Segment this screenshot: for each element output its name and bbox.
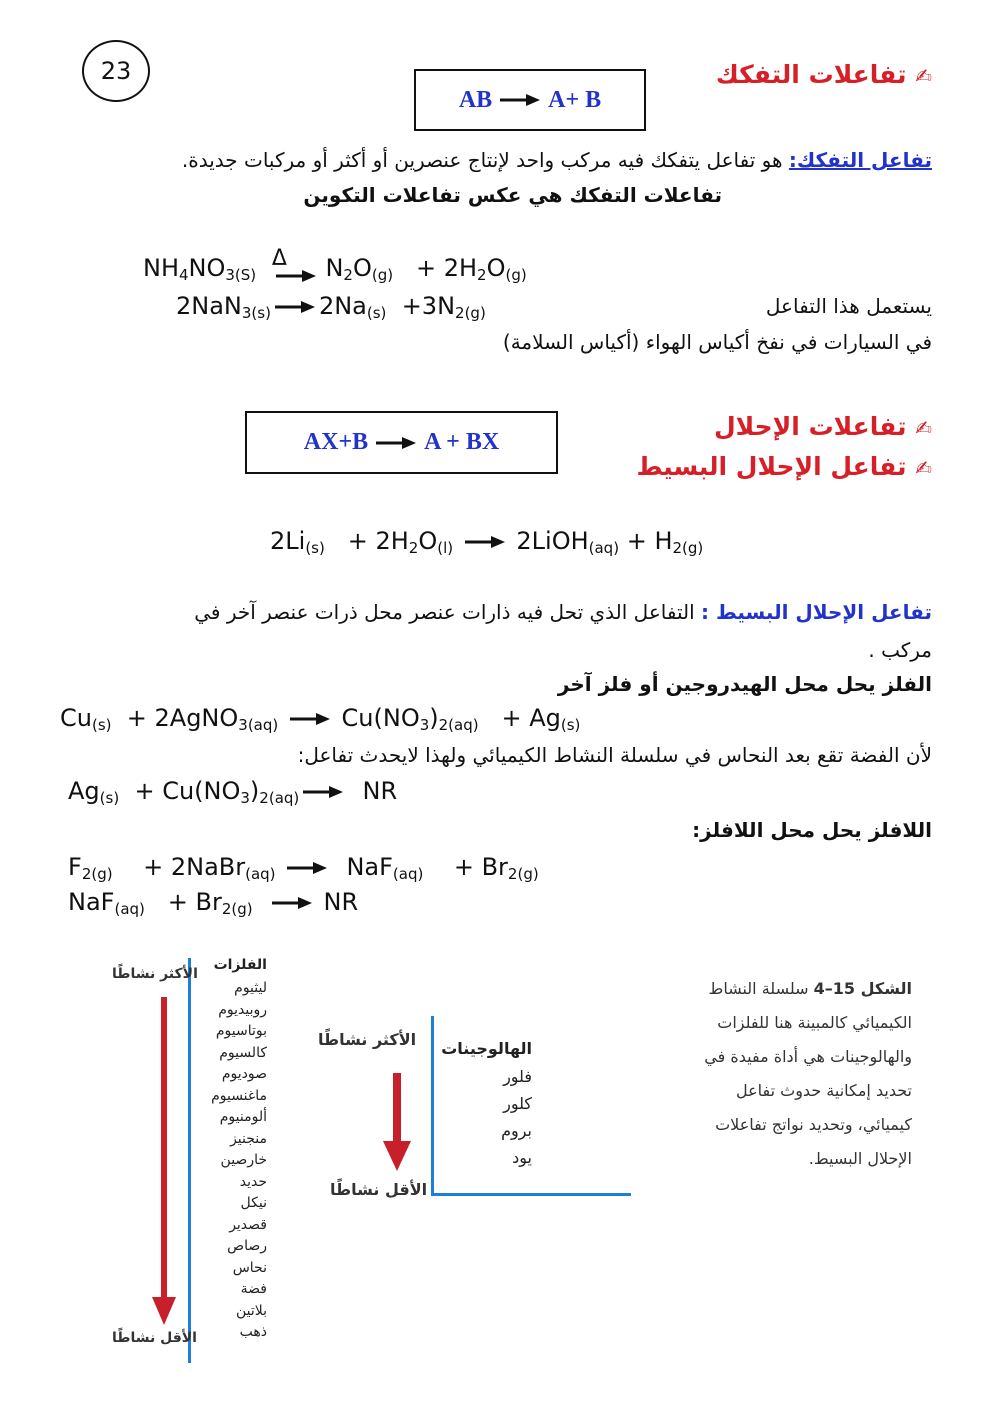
definition-text: التفاعل الذي تحل فيه ذارات عنصر محل ذرات عنصر آخر في xyxy=(194,600,695,624)
arrow-icon xyxy=(272,896,312,910)
halogens-activity-arrow xyxy=(382,1073,412,1173)
caption-number: الشكل 15–4 xyxy=(813,979,912,998)
arrow-icon xyxy=(274,269,318,283)
metal-item: خارصين xyxy=(220,1152,267,1168)
arrow-icon xyxy=(287,861,327,875)
single-replacement-definition xyxy=(102,600,932,624)
silver-no-reaction-equation: $Ag_{(s)} + Cu(NO_3)_{2(aq)}$ NR xyxy=(68,777,398,807)
metal-item: قصدير xyxy=(229,1216,267,1233)
decomposition-definition xyxy=(92,148,932,172)
replacement-title-text: تفاعلات الإحلال xyxy=(713,412,907,441)
caption-line: كيميائي، وتحديد نواتج تفاعلات xyxy=(715,1115,912,1134)
pen-icon: ✍ xyxy=(915,456,932,480)
caption-line: والهالوجينات هي أداة مفيدة في xyxy=(704,1047,912,1066)
single-replacement-title xyxy=(592,452,932,481)
least-active-label: الأقل نشاطًا xyxy=(112,1330,197,1346)
halogen-item: يود xyxy=(512,1148,532,1167)
metal-item: صوديوم xyxy=(221,1066,267,1082)
metals-list xyxy=(195,978,267,1344)
decomposition-title-text: تفاعلات التفكك xyxy=(715,60,907,89)
metal-item: منجنيز xyxy=(230,1130,267,1147)
metals-heading: الفلزات xyxy=(213,957,267,973)
metal-item: بلاتين xyxy=(235,1302,267,1319)
sodium-azide-equation: 2NaN$_{3(s)}$ $2Na_{(s)} +3N_{2(g)}$ xyxy=(176,292,486,322)
box-right: A + BX xyxy=(424,429,500,455)
figure-caption xyxy=(660,972,912,1176)
page-number: 23 xyxy=(82,40,150,102)
metal-item: نحاس xyxy=(232,1259,267,1276)
arrow-icon xyxy=(376,436,416,450)
halogen-item: كلور xyxy=(503,1094,532,1113)
metal-replacement-heading: الفلز يحل محل الهيدروجين أو فلز آخر xyxy=(557,672,932,696)
lithium-water-equation: $2Li_{(s)}$ + $2H_2O_{(l)}$ 2LiOH$_{(aq)}$ + $H_{2(g)}$ xyxy=(270,527,704,557)
metal-item: ماغنسيوم xyxy=(211,1087,267,1104)
pen-icon: ✍ xyxy=(915,416,932,440)
pen-icon: ✍ xyxy=(915,64,932,88)
box-right: A+ B xyxy=(548,86,602,113)
halogen-item: بروم xyxy=(501,1121,532,1140)
arrow-icon xyxy=(500,93,540,107)
replacement-formula-box xyxy=(245,411,558,474)
halogen-least-active-label: الأقل نشاطًا xyxy=(330,1180,428,1199)
nonmetal-replacement-heading: اللافلز يحل محل اللافلز: xyxy=(692,818,932,842)
single-replacement-title-text: تفاعل الإحلال البسيط xyxy=(636,452,907,481)
metal-item: ألومنيوم xyxy=(219,1109,267,1125)
fluoride-no-reaction-equation: NaF$_{(aq)}$ + $Br_{2(g)}$ NR xyxy=(68,888,359,918)
arrow-icon xyxy=(303,785,343,799)
metals-activity-arrow xyxy=(150,997,178,1327)
arrow-icon xyxy=(465,535,505,549)
activity-reason-text: لأن الفضة تقع بعد النحاس في سلسلة النشاط الكيميائي ولهذا لايحدث تفاعل: xyxy=(297,743,932,767)
box-left: AX+B xyxy=(303,429,369,455)
decomposition-formula-box xyxy=(414,69,646,131)
decomposition-note: تفاعلات التفكك هي عكس تفاعلات التكوين xyxy=(303,183,722,207)
metal-item: روبيديوم xyxy=(218,1001,267,1018)
airbag-text-1: يستعمل هذا التفاعل xyxy=(765,294,932,318)
halogens-heading: الهالوجينات xyxy=(441,1039,532,1058)
metal-item: بوتاسيوم xyxy=(215,1023,267,1039)
arrow-icon xyxy=(275,300,315,314)
airbag-text-2: في السيارات في نفخ أكياس الهواء (أكياس السلامة) xyxy=(502,330,932,354)
definition-text: هو تفاعل يتفكك فيه مركب واحد لإنتاج عنصرين أو أكثر أو مركبات جديدة. xyxy=(181,148,783,172)
metal-item: ذهب xyxy=(239,1324,267,1340)
definition-term: تفاعل التفكك: xyxy=(788,148,932,172)
caption-line: تحديد إمكانية حدوث تفاعل xyxy=(735,1081,912,1100)
caption-first-line: الشكل 15–4 سلسلة النشاط xyxy=(708,979,912,998)
fluorine-bromide-equation: $F_{2(g)}$ + 2NaBr$_{(aq)}$ NaF$_{(aq)}$ + $Br_{2(g)}$ xyxy=(68,853,539,883)
box-left: AB xyxy=(458,86,493,113)
caption-line: الكيميائي كالمبينة هنا للفلزات xyxy=(717,1013,912,1032)
definition-text-cont: مركب . xyxy=(868,638,932,662)
metal-item: كالسيوم xyxy=(219,1044,267,1061)
metal-item: فضة xyxy=(240,1281,267,1297)
caption-line: الإحلال البسيط. xyxy=(808,1149,912,1168)
arrow-icon xyxy=(290,712,330,726)
halogen-item: فلور xyxy=(503,1067,532,1086)
metals-divider-line xyxy=(188,958,191,1363)
metal-item: نيكل xyxy=(240,1195,267,1211)
replacement-title xyxy=(592,412,932,441)
halogens-bottom-line xyxy=(431,1193,631,1196)
most-active-label: الأكثر نشاطًا xyxy=(112,966,198,982)
metal-item: رصاص xyxy=(227,1238,267,1254)
delta-symbol: Δ xyxy=(271,246,287,271)
halogen-most-active-label: الأكثر نشاطًا xyxy=(318,1030,417,1049)
ammonium-nitrate-equation: $NH_4NO_{3(S)}$ Δ $N_2O_{(g)}$ + $2H_2O_{(g)}$ xyxy=(143,246,527,284)
metal-item: ليثيوم xyxy=(234,980,267,996)
metal-item: حديد xyxy=(239,1173,267,1190)
definition-term: تفاعل الإحلال البسيط : xyxy=(701,600,932,624)
copper-silver-equation: $Cu_{(s)}$ + 2AgNO$_{3(aq)}$ $Cu(NO_3)_{2(aq)}$ + $Ag_{(s)}$ xyxy=(60,704,581,734)
halogens-list xyxy=(470,1063,532,1171)
decomposition-title xyxy=(632,60,932,89)
halogens-divider-line xyxy=(431,1016,434,1196)
